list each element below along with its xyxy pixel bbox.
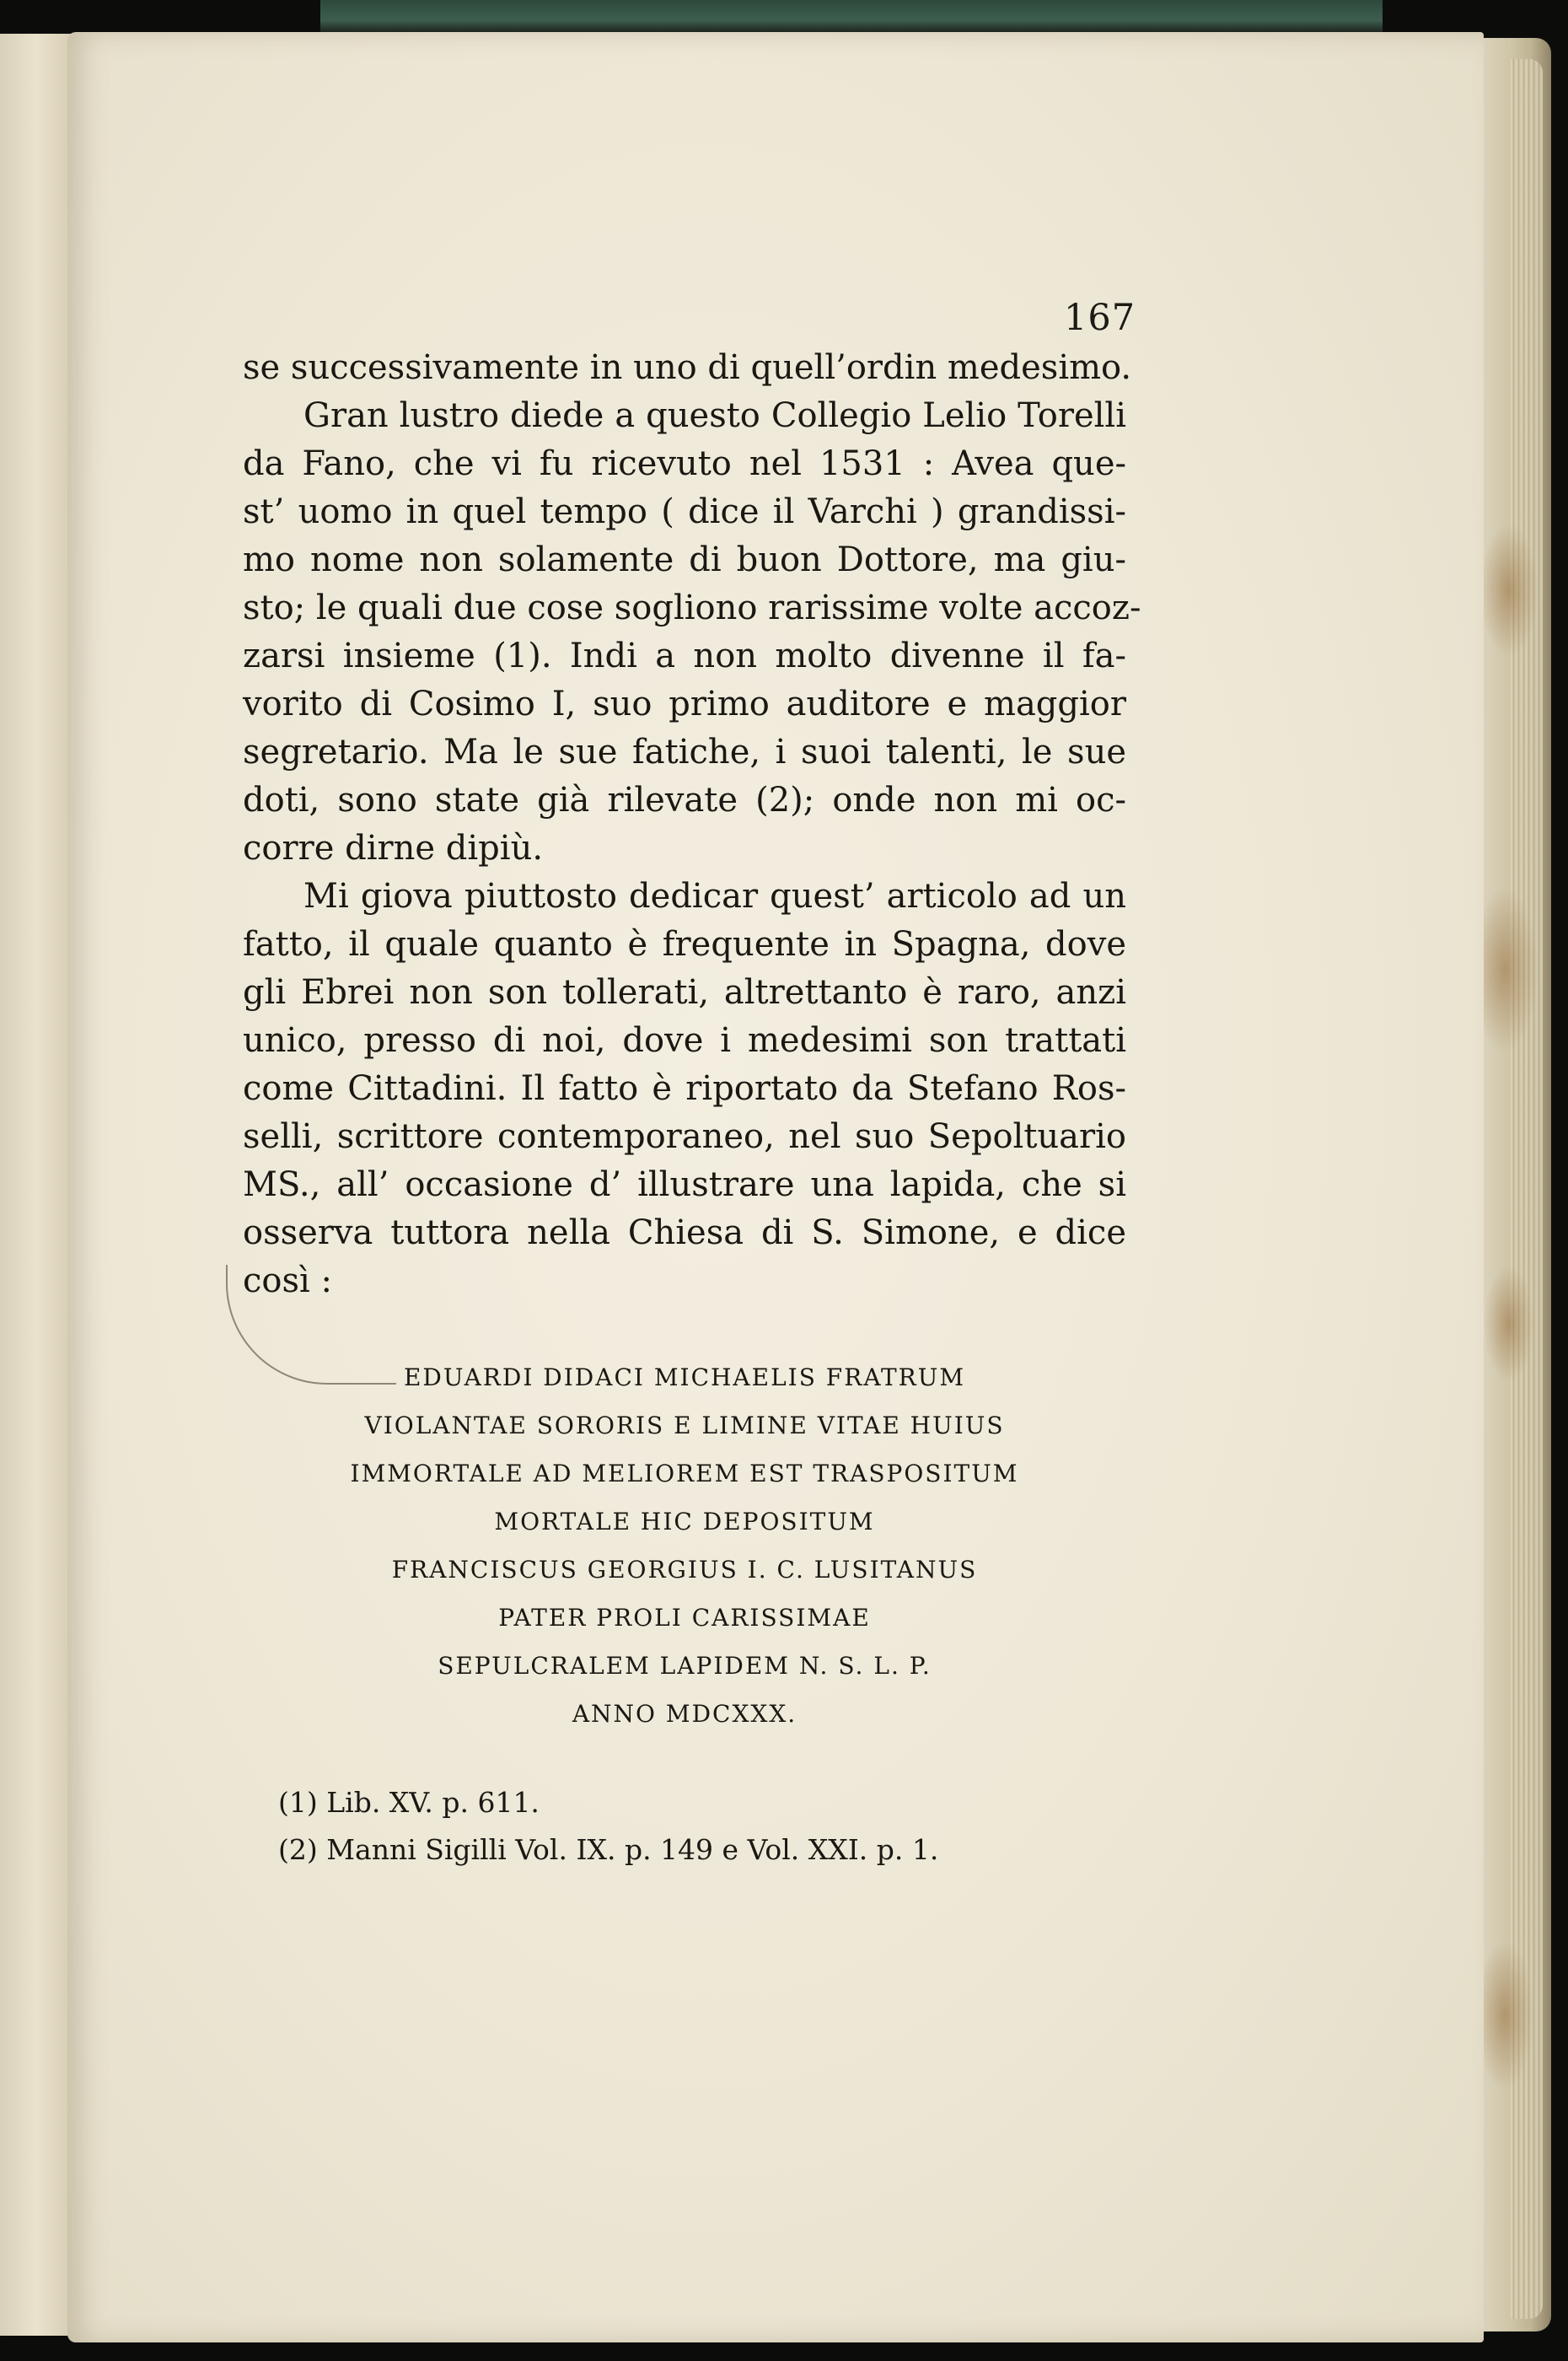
text-line: sto; le quali due cose sogliono rarissime volte accoz- <box>243 589 1141 627</box>
footnote: (2) Manni Sigilli Vol. IX. p. 149 e Vol. XXI. p. 1. <box>278 1833 939 1866</box>
foxing-stain <box>1475 1939 1534 2091</box>
epitaph-inscription <box>243 1353 1126 1738</box>
text-line: st’ uomo in quel tempo ( dice il Varchi ) grandissi- <box>243 492 1126 531</box>
text-line: così : <box>243 1261 332 1300</box>
text-line: da Fano, che vi fu ricevuto nel 1531 : Avea que- <box>243 444 1126 483</box>
text-line: Gran lustro diede a questo Collegio Lelio Torelli <box>303 396 1126 435</box>
text-line: come Cittadini. Il fatto è riportato da Stefano Ros- <box>243 1069 1126 1108</box>
inscription-line: IMMORTALE AD MELIOREM EST TRASPOSITUM <box>350 1460 1019 1487</box>
inscription-line: EDUARDI DIDACI MICHAELIS FRATRUM <box>403 1363 966 1391</box>
book-cover-edge <box>320 0 1383 34</box>
inscription-line: VIOLANTAE SORORIS E LIMINE VITAE HUIUS <box>364 1412 1005 1439</box>
text-line: zarsi insieme (1). Indi a non molto divenne il fa- <box>243 637 1126 675</box>
text-line: unico, presso di noi, dove i medesimi son trattati <box>243 1021 1126 1060</box>
text-line: Mi giova piuttosto dedicar quest’ articolo ad un <box>303 877 1126 916</box>
text-line: fatto, il quale quanto è frequente in Spagna, dove <box>243 925 1126 964</box>
inscription-line: PATER PROLI CARISSIMAE <box>498 1604 871 1632</box>
text-line: mo nome non solamente di buon Dottore, ma giu- <box>243 541 1126 579</box>
text-line: MS., all’ occasione d’ illustrare una lapida, che si <box>243 1165 1126 1204</box>
inscription-line: ANNO MDCXXX. <box>572 1700 797 1728</box>
body-text <box>243 344 1141 1305</box>
text-line: doti, sono state già rilevate (2); onde non mi oc- <box>243 781 1126 820</box>
footnote: (1) Lib. XV. p. 611. <box>278 1786 540 1819</box>
foxing-stain <box>1484 1265 1534 1383</box>
text-line: segretario. Ma le sue fatiche, i suoi talenti, le sue <box>243 733 1126 772</box>
inscription-line: SEPULCRALEM LAPIDEM N. S. L. P. <box>438 1652 932 1680</box>
inscription-line: MORTALE HIC DEPOSITUM <box>494 1508 875 1535</box>
text-line: osserva tuttora nella Chiesa di S. Simone, e dice <box>243 1213 1126 1252</box>
footnotes <box>278 1779 1121 1874</box>
text-line: vorito di Cosimo I, suo primo auditore e maggior <box>243 685 1126 723</box>
text-line: gli Ebrei non son tollerati, altrettanto è raro, anzi <box>243 973 1126 1012</box>
foxing-stain <box>1479 523 1538 658</box>
text-line: corre dirne dipiù. <box>243 829 544 868</box>
text-line: se successivamente in uno di quell’ordin medesimo. <box>243 348 1132 387</box>
inscription-line: FRANCISCUS GEORGIUS I. C. LUSITANUS <box>391 1556 978 1584</box>
text-line: selli, scrittore contemporaneo, nel suo Sepoltuario <box>243 1117 1126 1156</box>
page-number: 167 <box>1064 297 1136 339</box>
